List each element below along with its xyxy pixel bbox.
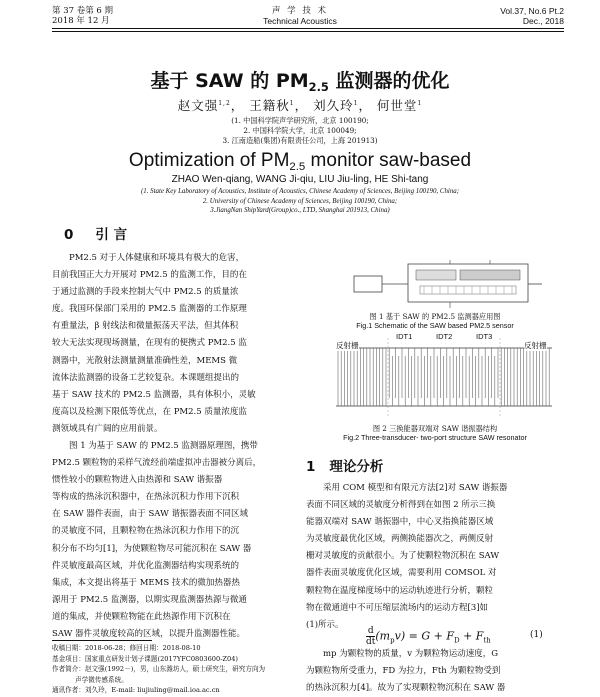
fig2-label-idt1: IDT1 xyxy=(396,332,413,341)
figure-2-caption-en: Fig.2 Three-transducer- two-port structure SAW resonator xyxy=(343,433,527,442)
section-heading-introduction: 0 引 言 xyxy=(64,227,128,243)
fig2-label-reflector-left: 反射栅 xyxy=(336,341,359,350)
fig2-label-idt3: IDT3 xyxy=(476,332,493,341)
footnotes: 收稿日期：2018-06-28；修回日期：2018-08-10 基金项目：国家重点研发计划子课题(2017YFC0803600-Z04) 作者简介：赵文强(1992－)，男，山东潍坊人，硕士研究生，研究方向为 声学微传感系统。 通讯作者：刘久玲，E-mail: liujiuling@mail.ioa.ac.cn xyxy=(52,644,266,695)
journal-volume-label: 第 37 卷第 6 期 2018 年 12 月 xyxy=(52,6,114,26)
intro-paragraph-2: 图 1 为基于 SAW 的 PM2.5 监测器原理图，携带 PM2.5 颗粒物的采样气流经前端虚拟冲击器被分离后， 惯性较小的颗粒物进入由热源和 SAW 谐振器 等构成的热泳沉积器中，在热泳沉积力作用下沉积 在 SAW 器件表面，由于 SAW 谐振器表面不同区域 的灵敏度不同，且颗粒物在热泳沉积力作用下的沉 积分布不均匀[1]，为使颗粒物尽可能沉积在 SAW 器 件灵敏度最高区域，并优化监测器结构实现系统的 集成，本文提出将基于 MEMS 技术的微加热器热 源用于 PM2.5 监测器，以期实现监测器热源与微通 道的集成，并使颗粒物能在此热源作用下沉积在 SAW 器件灵敏度较高的区域，以提升监测器性能。 xyxy=(52,441,262,640)
journal-name: 声 学 技 术 Technical Acoustics xyxy=(263,6,337,26)
header-rule-thin xyxy=(52,31,564,32)
paper-title-cn: 基于 SAW 的 $PM_{2.5}$ 监测器的优化 xyxy=(150,70,450,94)
figure-1-caption-cn: 图 1 基于 SAW 的 PM2.5 监测器应用图 xyxy=(369,312,501,321)
authors-cn: 赵文强$^{1,2}$， 王籍秋$^1$， 刘久玲$^1$， 何世堂$^1$ xyxy=(177,98,423,113)
section-heading-theory: 1 理论分析 xyxy=(306,459,384,475)
figure-2-resonator xyxy=(328,330,560,420)
footnote-rule xyxy=(52,640,152,641)
affiliations-en: (1. State Key Laboratory of Acoustics, Institute of Acoustics, Chinese Academy of Sciences, Beijing 100190, China; 2. University of Chinese Academy of Sciences, Beijing 100190, China; 3.JiangNan ShipYard(Group)co., LTD, Shanghai 201913, China) xyxy=(140,188,460,215)
figure-1-caption-en: Fig.1 Schematic of the SAW based PM2.5 sensor xyxy=(356,321,514,330)
equation-1-number: (1) xyxy=(530,630,543,640)
header-rule xyxy=(52,28,564,29)
authors-en: ZHAO Wen-qiang, WANG Ji-qiu, LIU Jiu-ling, HE Shi-tang xyxy=(171,174,429,185)
equation-1: $\frac{d}{dt}$ $(m_pv) = G + F_D + F_{th}$ xyxy=(366,626,491,647)
fig2-label-idt2: IDT2 xyxy=(436,332,453,341)
fig2-label-reflector-right: 反射栅 xyxy=(524,341,547,350)
figure-2-caption-cn: 图 2 三换能器双端对 SAW 谐振器结构 xyxy=(372,424,498,433)
affiliations-cn: (1. 中国科学院声学研究所，北京 100190; 2. 中国科学院大学，北京 100049; 3. 江南造船(集团)有限责任公司，上海 201913) xyxy=(222,116,378,145)
paper-title-en: Optimization of $PM_{2.5}$ monitor saw-based xyxy=(128,150,472,173)
intro-paragraph-1: PM2.5 对于人体健康和环境具有极大的危害， 目前我国正大力开展对 PM2.5 的监测工作，目的在 于通过监测的手段来控制大气中 PM2.5 的质量浓 度。我国环保部门采用的 PM2.5 监测器的工作原理 有重量法，β 射线法和微量振荡天平法，但其体积 较大无法实现现场测量，在现有的便携式 PM2.5 监 测器中，光散射法测量测量准确性差，MEMS 微 流体法监测器的设备工艺较复杂。本课题组提出的 基于 SAW 技术的 PM2.5 监测器，具有体积小，灵敏 度高以及检测下限低等优点，在 PM2.5 质量浓度监 测领域具有广阔的应用前景。 xyxy=(52,253,256,434)
theory-paragraph-1: 采用 COM 模型和有限元方法[2]对 SAW 谐振器 表面不同区域的灵敏度分析得到在如图 2 所示三换 能器双端对 SAW 谐振器中，中心叉指换能器区域 为灵敏度最优化区域，两侧换能器次之，两侧反射 栅对灵敏度的贡献很小。为了使颗粒物沉积在 SAW 器件表面灵敏度优化区域，需要利用 COMSOL 对 颗粒物在温度梯度场中的运动轨迹进行分析，颗粒 物在微通道中不可压缩层流场内的运动方程[3]如 (1)所示。 xyxy=(306,483,508,630)
journal-issue-label: Vol.37, No.6 Pt.2 Dec., 2018 xyxy=(500,6,564,26)
figure-1-schematic xyxy=(350,258,546,310)
theory-paragraph-2: mp 为颗粒物的质量，v 为颗粒物运动速度，G 为颗粒物所受重力，FD 为拉力，Fth 为颗粒物受到 的热泳沉积力[4]。故为了实现颗粒物沉积在 SAW 器 xyxy=(306,649,506,694)
